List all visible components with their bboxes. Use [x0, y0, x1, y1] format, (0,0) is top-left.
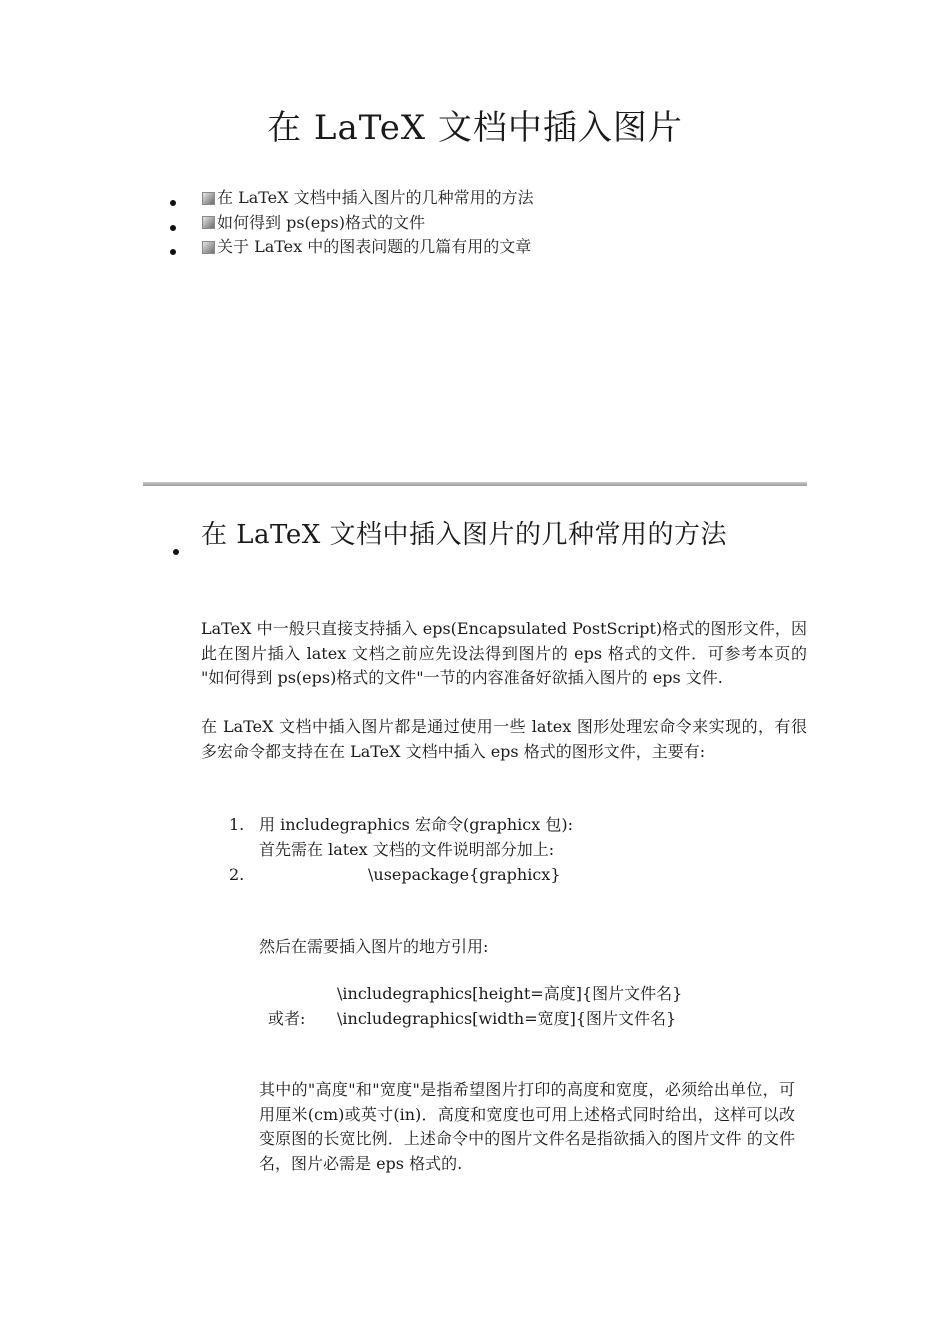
- bullet-dot-icon: [173, 549, 179, 555]
- square-bullet-icon: [202, 216, 215, 229]
- code-includegraphics-width: \includegraphics[width=宽度]{图片文件名}: [337, 1009, 677, 1028]
- toc-item-eps[interactable]: [170, 211, 534, 236]
- square-bullet-icon: [202, 241, 215, 254]
- list-item-text: 用 includegraphics 宏命令(graphicx 包):: [259, 815, 573, 834]
- list-number: 1.: [229, 815, 245, 834]
- bullet-dot-icon: [170, 249, 176, 255]
- paragraph-units: 其中的"高度"和"宽度"是指希望图片打印的高度和宽度，必须给出单位，可用厘米(cm)或英寸(in)．高度和宽度也可用上述格式同时给出，这样可以改变原图的长宽比例．上述命令中的图片文件名是指欲插入的图片文件 的文件名，图片必需是 eps 格式的.: [259, 1080, 795, 1173]
- horizontal-rule: [143, 482, 807, 486]
- or-label: 或者:: [268, 1009, 306, 1028]
- bullet-dot-icon: [170, 225, 176, 231]
- table-of-contents: [170, 186, 534, 260]
- paragraph-macros: 在 LaTeX 文档中插入图片都是通过使用一些 latex 图形处理宏命令来实现的，有很多宏命令都支持在在 LaTeX 文档中插入 eps 格式的图形文件，主要有:: [201, 717, 807, 761]
- bullet-dot-icon: [170, 200, 176, 206]
- toc-link[interactable]: 关于 LaTex 中的图表问题的几篇有用的文章: [217, 237, 532, 256]
- code-usepackage: \usepackage{graphicx}: [368, 865, 561, 884]
- toc-link[interactable]: 在 LaTeX 文档中插入图片的几种常用的方法: [217, 188, 534, 207]
- list-number: 2.: [229, 865, 245, 884]
- toc-item-methods[interactable]: [170, 186, 534, 211]
- list-item-text: 首先需在 latex 文档的文件说明部分加上:: [259, 840, 555, 859]
- list-item-text: 然后在需要插入图片的地方引用:: [259, 937, 489, 956]
- page-title: 在 LaTeX 文档中插入图片: [267, 108, 683, 148]
- section-heading: 在 LaTeX 文档中插入图片的几种常用的方法: [201, 520, 728, 550]
- square-bullet-icon: [202, 192, 215, 205]
- toc-item-articles[interactable]: [170, 235, 534, 260]
- paragraph-intro: LaTeX 中一般只直接支持插入 eps(Encapsulated PostScript)格式的图形文件，因此在图片插入 latex 文档之前应先设法得到图片的 eps 格式的文件．可参考本页的 "如何得到 ps(eps)格式的文件"一节的内容准备好欲插入图片的 eps 文件.: [201, 619, 807, 687]
- code-includegraphics-height: \includegraphics[height=高度]{图片文件名}: [337, 984, 683, 1003]
- toc-link[interactable]: 如何得到 ps(eps)格式的文件: [217, 212, 425, 232]
